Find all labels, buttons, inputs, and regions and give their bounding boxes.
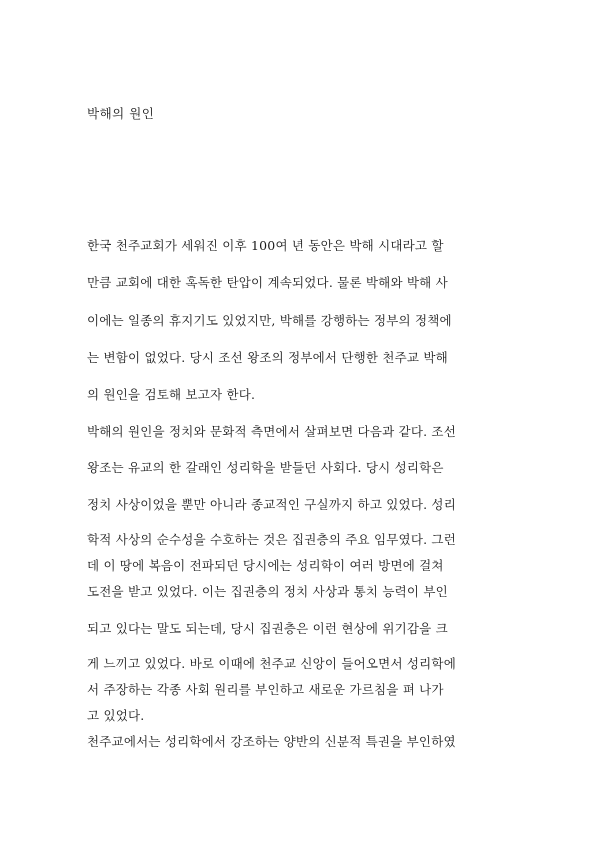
text-line: 박해의 원인을 정치와 문화적 측면에서 살펴보면 다음과 같다. 조선	[87, 424, 456, 439]
text-line: 는 변함이 없었다. 당시 조선 왕조의 정부에서 단행한 천주교 박해	[87, 350, 448, 365]
document-title: 박해의 원인	[87, 106, 155, 121]
text-line: 데 이 땅에 복음이 전파되던 당시에는 성리학이 여러 방면에 걸쳐	[87, 558, 444, 573]
text-line: 학적 사상의 순수성을 수호하는 것은 집권층의 주요 임무였다. 그런	[87, 532, 456, 547]
text-line: 천주교에서는 성리학에서 강조하는 양반의 신분적 특권을 부인하였	[87, 734, 456, 749]
text-line: 이에는 일종의 휴지기도 있었지만, 박해를 강행하는 정부의 정책에	[87, 313, 452, 328]
text-line: 서 주장하는 각종 사회 원리를 부인하고 새로운 가르침을 펴 나가	[87, 682, 444, 697]
text-line: 정치 사상이었을 뿐만 아니라 종교적인 구실까지 하고 있었다. 성리	[87, 497, 456, 512]
text-line: 왕조는 유교의 한 갈래인 성리학을 받들던 사회다. 당시 성리학은	[87, 460, 444, 475]
text-line: 게 느끼고 있었다. 바로 이때에 천주교 신앙이 들어오면서 성리학에	[87, 656, 456, 671]
text-line: 한국 천주교회가 세워진 이후 100여 년 동안은 박해 시대라고 할	[87, 238, 444, 253]
text-line: 되고 있다는 말도 되는데, 당시 집권층은 이런 현상에 위기감을 크	[87, 621, 448, 636]
text-line: 도전을 받고 있었다. 이는 집권층의 정치 사상과 통치 능력이 부인	[87, 584, 448, 599]
text-line: 만큼 교회에 대한 혹독한 탄압이 계속되었다. 물론 박해와 박해 사	[87, 275, 448, 290]
text-line: 고 있었다.	[87, 708, 145, 723]
text-line: 의 원인을 검토해 보고자 한다.	[87, 387, 256, 402]
